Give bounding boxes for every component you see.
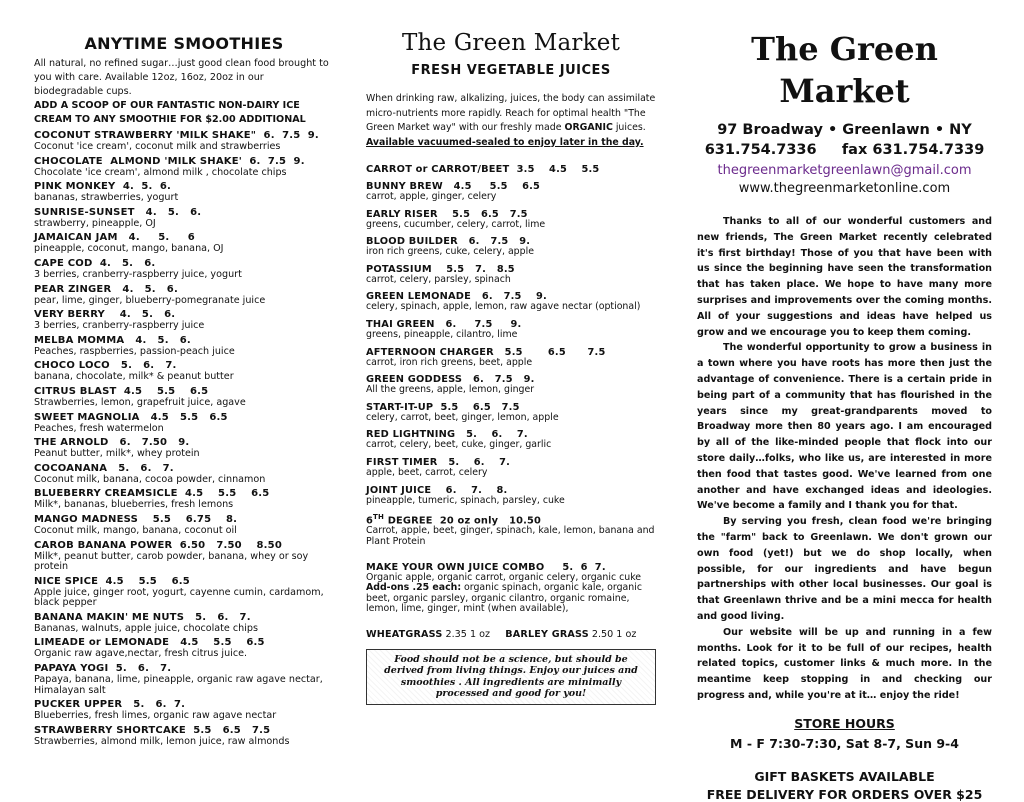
juice-item — [366, 347, 656, 369]
juice-item — [366, 164, 656, 175]
combo-addon-desc: organic spinach, organic kale, organic beet, organic parsley, organic cilantro, organic romaine, lemon, lime, ginger, mint (when available), — [366, 582, 643, 615]
juice-item-name: GREEN LEMONADE 6. 7.5 9. — [366, 291, 547, 303]
smoothie-item-name: CITRUS BLAST 4.5 5.5 6.5 — [34, 385, 209, 397]
smoothie-item-desc: Milk*, bananas, blueberries, fresh lemons — [34, 499, 234, 511]
juices-intro-text: When drinking raw, alkalizing, juices, the body can assimilate micro-nutrients more rapidly. Reach for optimal health "The Green Market way" with our freshly made — [366, 93, 656, 133]
smoothie-item-name: THE ARNOLD 6. 7.50 9. — [34, 437, 190, 449]
smoothie-item-desc: banana, chocolate, milk* & peanut butter — [34, 371, 234, 383]
juice-item-name: GREEN GODDESS 6. 7.5 9. — [366, 374, 535, 386]
smoothie-item — [34, 663, 334, 696]
juice-item — [366, 402, 656, 424]
smoothie-item-desc: Peaches, raspberries, passion-peach juice — [34, 345, 235, 357]
smoothie-item-name: COCONUT STRAWBERRY 'MILK SHAKE" 6. 7.5 9. — [34, 130, 319, 141]
sixth-degree-desc: Carrot, apple, beet, ginger, spinach, kale, lemon, banana and Plant Protein — [366, 525, 655, 547]
store-phone: 631.754.7336 — [704, 142, 817, 158]
delivery-note: FREE DELIVERY FOR ORDERS OVER $25 — [706, 786, 983, 802]
juices-column — [366, 0, 656, 790]
juice-item-desc: iron rich greens, cuke, celery, apple — [366, 246, 534, 258]
smoothie-item — [34, 156, 334, 179]
smoothie-item-desc: Strawberries, almond milk, lemon juice, raw almonds — [34, 735, 290, 747]
smoothie-item-name: CAPE COD 4. 5. 6. — [34, 257, 156, 269]
juice-item-desc: carrot, apple, ginger, celery — [366, 191, 497, 202]
story-paragraph: The wonderful opportunity to grow a business in a town where you have roots has more then just the advantage of convenience. There is a certain pride in being part of a community that has flourished in the years since my great-grandparents moved to Broadway more then 80 years ago. I am encouraged by all of the like-minded people that flock into our store daily…folks, who like us, are interested in more then food that tastes good. We've learned from one another and have exchanged ideas and ideologies. We've become a family and I thank you for that. — [697, 342, 992, 512]
smoothie-item — [34, 386, 334, 409]
story-paragraph: Our website will be up and running in a few months. Look for it to be full of our recipes, health related topics, customer links & much more. In the meantime keep stopping in and checking our progress and, while you're at it… enjoy the ride! — [697, 626, 992, 701]
juice-item-name: START-IT-UP 5.5 6.5 7.5 — [366, 401, 520, 413]
juice-item-desc: apple, beet, carrot, celery — [366, 466, 488, 478]
story-paragraph: By serving you fresh, clean food we're bringing the "farm" back to Greenlawn. We don't grown our own food (yet!) but we do shop locally, when possible, for our ingredients and have begun partnerships with other local businesses. Our goal is that Greenlawn thrive and be a mini mecca for health and good living. — [697, 516, 992, 622]
smoothie-item-desc: Apple juice, ginger root, yogurt, cayenne cumin, cardamom, black pepper — [34, 586, 324, 609]
juice-item — [366, 181, 656, 203]
juice-item-name: FIRST TIMER 5. 6. 7. — [366, 456, 511, 468]
smoothie-item — [34, 258, 334, 281]
smoothie-item-desc: Chocolate 'ice cream', almond milk , chocolate chips — [34, 166, 287, 178]
smoothie-item — [34, 360, 334, 383]
juice-item-desc: greens, pineapple, cilantro, lime — [366, 328, 518, 340]
juices-intro-end: juices. — [615, 122, 646, 133]
juice-item-name: BUNNY BREW 4.5 5.5 6.5 — [366, 181, 541, 192]
gift-baskets-note: GIFT BASKETS AVAILABLE — [754, 768, 935, 784]
smoothie-item-desc: 3 berries, cranberry-raspberry juice — [34, 320, 205, 332]
juice-item — [366, 319, 656, 341]
smoothie-item — [34, 284, 334, 307]
smoothie-item — [34, 335, 334, 358]
wheatgrass-price: 2.35 1 oz — [445, 628, 491, 640]
smoothie-item-desc: Blueberries, fresh limes, organic raw agave nectar — [34, 710, 277, 722]
barley-price: 2.50 1 oz — [591, 628, 637, 640]
wheatgrass-label: WHEATGRASS — [366, 628, 443, 640]
juice-item — [366, 429, 656, 451]
juice-item-name: POTASSIUM 5.5 7. 8.5 — [366, 263, 515, 275]
juices-intro — [366, 92, 656, 150]
juice-item — [366, 264, 656, 286]
smoothie-item-name: MELBA MOMMA 4. 5. 6. — [34, 334, 191, 346]
juices-intro-vacuum: Available vacuumed-sealed to enjoy later in the day. — [366, 136, 644, 148]
smoothie-item-name: MANGO MADNESS 5.5 6.75 8. — [34, 513, 238, 525]
smoothie-item-desc: Peaches, fresh watermelon — [34, 422, 164, 434]
juice-item-name: JOINT JUICE 6. 7. 8. — [366, 484, 508, 496]
smoothie-item — [34, 576, 334, 609]
juice-item-desc: greens, cucumber, celery, carrot, lime — [366, 218, 546, 230]
smoothie-item-name: PUCKER UPPER 5. 6. 7. — [34, 699, 186, 711]
store-brand: The Green Market — [751, 30, 938, 110]
sixth-degree-sup: TH — [373, 513, 385, 522]
smoothie-item — [34, 540, 334, 573]
smoothie-item-desc: Organic raw agave,nectar, fresh citrus juice. — [34, 648, 248, 660]
smoothie-item — [34, 437, 334, 460]
combo-addons — [366, 583, 656, 615]
juice-item-name: THAI GREEN 6. 7.5 9. — [366, 318, 522, 330]
smoothie-item-name: PINK MONKEY 4. 5. 6. — [34, 181, 172, 193]
combo-name: MAKE YOUR OWN JUICE COMBO 5. 6 7. — [366, 561, 606, 573]
smoothie-item — [34, 232, 334, 255]
combo-desc: Organic apple, organic carrot, organic celery, organic cuke — [366, 571, 642, 583]
smoothies-column — [34, 0, 334, 790]
store-address: 97 Broadway • Greenlawn • NY — [717, 122, 972, 138]
smoothie-item-desc: Papaya, banana, lime, pineapple, organic raw agave nectar, Himalayan salt — [34, 674, 323, 696]
smoothie-list — [34, 130, 334, 747]
smoothie-item-name: CHOCO LOCO 5. 6. 7. — [34, 360, 177, 372]
sixth-degree-rest: DEGREE 20 oz only 10.50 — [384, 515, 542, 527]
store-email[interactable]: thegreenmarketgreenlawn@gmail.com — [717, 163, 972, 178]
smoothie-item-desc: pineapple, coconut, mango, banana, OJ — [34, 243, 224, 255]
smoothie-item-name: VERY BERRY 4. 5. 6. — [34, 309, 176, 321]
smoothie-item — [34, 699, 334, 722]
smoothie-item-name: LIMEADE or LEMONADE 4.5 5.5 6.5 — [34, 637, 265, 649]
store-hours: M - F 7:30-7:30, Sat 8-7, Sun 9-4 — [730, 735, 959, 751]
juice-item-desc: carrot, celery, beet, cuke, ginger, garlic — [366, 439, 552, 451]
juice-item-name: CARROT or CARROT/BEET 3.5 4.5 5.5 — [366, 164, 600, 175]
info-column — [697, 0, 992, 802]
smoothie-item-desc: Coconut milk, mango, banana, coconut oil — [34, 524, 237, 536]
juice-item-name: BLOOD BUILDER 6. 7.5 9. — [366, 236, 531, 248]
juice-item — [366, 485, 656, 507]
smoothie-item-name: COCOANANA 5. 6. 7. — [34, 462, 174, 474]
smoothie-item — [34, 488, 334, 511]
hours-title: STORE HOURS — [794, 715, 895, 731]
smoothie-item-desc: Bananas, walnuts, apple juice, chocolate chips — [34, 622, 258, 634]
smoothie-item-desc: Peanut butter, milk*, whey protein — [34, 448, 200, 460]
juice-item — [366, 236, 656, 258]
juice-item-name: EARLY RISER 5.5 6.5 7.5 — [366, 208, 528, 220]
smoothie-item-name: PAPAYA YOGI 5. 6. 7. — [34, 663, 172, 675]
smoothie-item-name: CAROB BANANA POWER 6.50 7.50 8.50 — [34, 539, 282, 551]
smoothie-item — [34, 207, 334, 230]
juice-list — [366, 164, 656, 506]
smoothies-title: ANYTIME SMOOTHIES — [84, 34, 284, 53]
juices-brand: The Green Market — [401, 30, 621, 56]
smoothie-item — [34, 181, 334, 204]
quote-box: Food should not be a science, but should be derived from living things. Enjoy our juices and smoothies . All ingredients are minimally processed and good for you! — [366, 649, 656, 705]
smoothies-addon-note: ADD A SCOOP OF OUR FANTASTIC NON-DAIRY ICE CREAM TO ANY SMOOTHIE FOR $2.00 ADDITIONAL — [34, 100, 306, 125]
smoothie-item — [34, 514, 334, 537]
smoothie-item-desc: bananas, strawberries, yogurt — [34, 192, 179, 204]
smoothie-item-desc: pear, lime, ginger, blueberry-pomegranate juice — [34, 294, 266, 306]
smoothie-item — [34, 130, 334, 153]
smoothie-item-name: NICE SPICE 4.5 5.5 6.5 — [34, 575, 190, 587]
store-fax: fax 631.754.7339 — [841, 142, 985, 158]
store-phones — [697, 142, 992, 158]
juice-item — [366, 291, 656, 313]
juice-item-desc: celery, carrot, beet, ginger, lemon, apple — [366, 411, 559, 423]
smoothie-item — [34, 412, 334, 435]
juices-intro-organic: ORGANIC — [564, 122, 613, 133]
smoothie-item-name: STRAWBERRY SHORTCAKE 5.5 6.5 7.5 — [34, 724, 271, 736]
store-website[interactable]: www.thegreenmarketonline.com — [738, 181, 951, 196]
juices-title: FRESH VEGETABLE JUICES — [411, 63, 611, 78]
sixth-degree-name — [366, 512, 656, 526]
juice-item-desc: celery, spinach, apple, lemon, raw agave nectar (optional) — [366, 301, 641, 313]
smoothie-item-desc: Coconut 'ice cream', coconut milk and strawberries — [34, 141, 281, 152]
smoothie-item-name: CHOCOLATE ALMOND 'MILK SHAKE' 6. 7.5 9. — [34, 155, 305, 167]
barley-label: BARLEY GRASS — [505, 628, 589, 640]
story-paragraph: Thanks to all of our wonderful customers and new friends, The Green Market recently celebrated it's first birthday! Those of you that have been with us since the beginning have seen the transformation that has taken place. We hope to have many more surprises and improvements over the coming months. All of your suggestions and ideas have helped us grow and we encourage you to keep them coming. — [697, 216, 992, 338]
juice-item-desc: All the greens, apple, lemon, ginger — [366, 384, 535, 396]
smoothie-item-name: BANANA MAKIN' ME NUTS 5. 6. 7. — [34, 611, 251, 623]
smoothie-item-name: SWEET MAGNOLIA 4.5 5.5 6.5 — [34, 411, 228, 423]
juice-item — [366, 457, 656, 479]
smoothie-item-desc: Strawberries, lemon, grapefruit juice, agave — [34, 396, 246, 408]
sixth-degree-num: 6 — [366, 515, 374, 527]
sixth-degree-item — [366, 512, 656, 547]
juice-item — [366, 209, 656, 231]
juice-item-desc: carrot, celery, parsley, spinach — [366, 273, 511, 285]
smoothie-item-name: BLUEBERRY CREAMSICLE 4.5 5.5 6.5 — [34, 488, 270, 500]
smoothie-item-desc: 3 berries, cranberry-raspberry juice, yogurt — [34, 268, 242, 280]
smoothie-item-name: SUNRISE-SUNSET 4. 5. 6. — [34, 206, 202, 218]
juice-item-desc: pineapple, tumeric, spinach, parsley, cuke — [366, 494, 565, 506]
combo-item — [366, 562, 656, 615]
juice-item-name: RED LIGHTNING 5. 6. 7. — [366, 429, 528, 441]
smoothies-intro: All natural, no refined sugar…just good clean food brought to you with care. Available 12oz, 16oz, 20oz in our biodegradable cups. — [34, 58, 329, 97]
smoothie-item — [34, 725, 334, 748]
smoothie-item — [34, 309, 334, 332]
juice-item — [366, 374, 656, 396]
smoothie-item-desc: strawberry, pineapple, OJ — [34, 217, 156, 229]
wheatgrass-row — [366, 629, 656, 640]
smoothie-item-desc: Milk*, peanut butter, carob powder, banana, whey or soy protein — [34, 550, 309, 573]
juice-item-name: AFTERNOON CHARGER 5.5 6.5 7.5 — [366, 346, 606, 358]
smoothie-item — [34, 637, 334, 660]
juice-item-desc: carrot, iron rich greens, beet, apple — [366, 356, 533, 368]
smoothie-item-desc: Coconut milk, banana, cocoa powder, cinnamon — [34, 473, 266, 485]
store-story — [697, 214, 992, 704]
combo-addon-label: Add-ons .25 each: — [366, 582, 462, 594]
smoothie-item-name: JAMAICAN JAM 4. 5. 6 — [34, 232, 195, 244]
smoothie-item — [34, 612, 334, 635]
smoothie-item — [34, 463, 334, 486]
smoothie-item-name: PEAR ZINGER 4. 5. 6. — [34, 283, 178, 295]
